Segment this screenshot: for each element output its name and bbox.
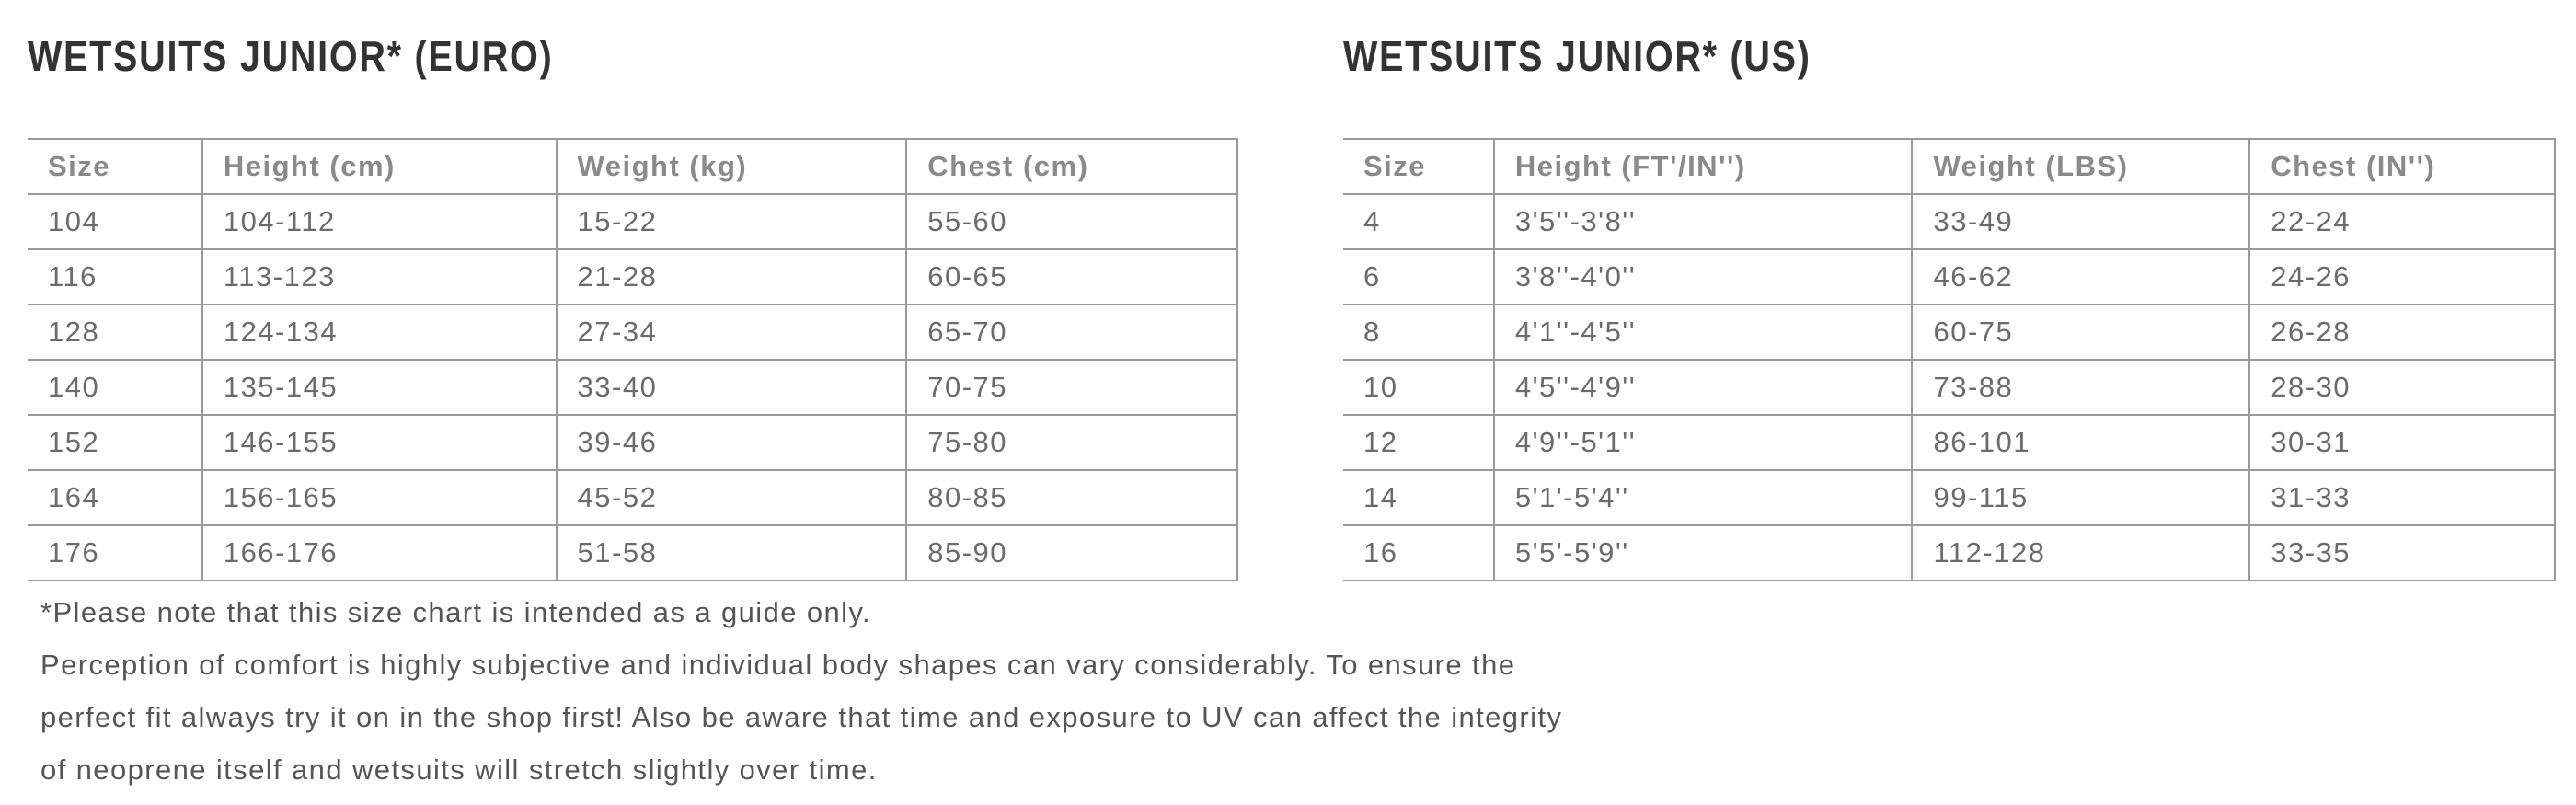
cell-height: 156-165 — [202, 470, 557, 525]
disclaimer-line-3: perfect fit always try it on in the shop first! Also be aware that time and exposure to UV can affect the integrity — [40, 701, 1563, 733]
cell-size: 164 — [28, 470, 202, 525]
header-size: Size — [1343, 139, 1494, 194]
table-row — [1343, 249, 2555, 305]
cell-chest: 28-30 — [2249, 360, 2555, 415]
cell-chest: 85-90 — [906, 525, 1237, 581]
cell-weight: 60-75 — [1912, 305, 2249, 360]
cell-weight: 51-58 — [557, 525, 907, 581]
cell-size: 4 — [1343, 194, 1494, 249]
us-size-table — [1343, 138, 2556, 581]
cell-size: 10 — [1343, 360, 1494, 415]
table-row — [1343, 415, 2555, 470]
cell-size: 128 — [28, 305, 202, 360]
cell-weight: 27-34 — [557, 305, 907, 360]
table-row — [1343, 194, 2555, 249]
cell-chest: 33-35 — [2249, 525, 2555, 581]
cell-chest: 60-65 — [906, 249, 1237, 305]
cell-height: 146-155 — [202, 415, 557, 470]
table-header-row — [1343, 139, 2555, 194]
cell-weight: 39-46 — [557, 415, 907, 470]
cell-height: 135-145 — [202, 360, 557, 415]
cell-weight: 21-28 — [557, 249, 907, 305]
table-row — [28, 525, 1237, 581]
header-height: Height (FT'/IN'') — [1494, 139, 1913, 194]
cell-height: 166-176 — [202, 525, 557, 581]
cell-height: 5'1'-5'4'' — [1494, 470, 1913, 525]
header-size: Size — [28, 139, 202, 194]
cell-weight: 73-88 — [1912, 360, 2249, 415]
cell-size: 12 — [1343, 415, 1494, 470]
cell-weight: 112-128 — [1912, 525, 2249, 581]
table-row — [1343, 470, 2555, 525]
header-height: Height (cm) — [202, 139, 557, 194]
header-chest: Chest (cm) — [906, 139, 1237, 194]
cell-size: 16 — [1343, 525, 1494, 581]
cell-size: 8 — [1343, 305, 1494, 360]
table-header-row — [28, 139, 1237, 194]
cell-height: 124-134 — [202, 305, 557, 360]
table-row — [28, 194, 1237, 249]
header-weight: Weight (kg) — [557, 139, 907, 194]
cell-size: 140 — [28, 360, 202, 415]
cell-size: 152 — [28, 415, 202, 470]
cell-height: 5'5'-5'9'' — [1494, 525, 1913, 581]
cell-weight: 45-52 — [557, 470, 907, 525]
cell-chest: 24-26 — [2249, 249, 2555, 305]
header-chest: Chest (IN'') — [2249, 139, 2555, 194]
cell-size: 6 — [1343, 249, 1494, 305]
cell-chest: 22-24 — [2249, 194, 2555, 249]
cell-weight: 15-22 — [557, 194, 907, 249]
cell-size: 176 — [28, 525, 202, 581]
cell-weight: 99-115 — [1912, 470, 2249, 525]
cell-height: 4'1''-4'5'' — [1494, 305, 1913, 360]
cell-chest: 30-31 — [2249, 415, 2555, 470]
table-row — [28, 305, 1237, 360]
cell-size: 116 — [28, 249, 202, 305]
cell-chest: 70-75 — [906, 360, 1237, 415]
table-row — [28, 415, 1237, 470]
cell-chest: 65-70 — [906, 305, 1237, 360]
table-row — [1343, 305, 2555, 360]
euro-chart-title: WETSUITS JUNIOR* (EURO) — [28, 32, 554, 80]
cell-chest: 75-80 — [906, 415, 1237, 470]
cell-height: 4'5''-4'9'' — [1494, 360, 1913, 415]
disclaimer-line-2: Perception of comfort is highly subjective and individual body shapes can vary considerably. To ensure the — [40, 649, 1516, 681]
cell-weight: 33-40 — [557, 360, 907, 415]
cell-chest: 31-33 — [2249, 470, 2555, 525]
cell-size: 14 — [1343, 470, 1494, 525]
cell-weight: 33-49 — [1912, 194, 2249, 249]
euro-size-table — [28, 138, 1238, 581]
cell-height: 113-123 — [202, 249, 557, 305]
table-row — [1343, 360, 2555, 415]
cell-size: 104 — [28, 194, 202, 249]
header-weight: Weight (LBS) — [1912, 139, 2249, 194]
cell-height: 4'9''-5'1'' — [1494, 415, 1913, 470]
disclaimer-line-1: *Please note that this size chart is intended as a guide only. — [40, 596, 872, 628]
cell-weight: 86-101 — [1912, 415, 2249, 470]
table-row — [28, 249, 1237, 305]
table-row — [28, 360, 1237, 415]
cell-chest: 80-85 — [906, 470, 1237, 525]
table-row — [1343, 525, 2555, 581]
cell-chest: 55-60 — [906, 194, 1237, 249]
us-chart-title: WETSUITS JUNIOR* (US) — [1343, 32, 1811, 80]
cell-height: 3'5''-3'8'' — [1494, 194, 1913, 249]
cell-chest: 26-28 — [2249, 305, 2555, 360]
disclaimer-line-4: of neoprene itself and wetsuits will stretch slightly over time. — [40, 753, 878, 786]
cell-weight: 46-62 — [1912, 249, 2249, 305]
table-row — [28, 470, 1237, 525]
cell-height: 3'8''-4'0'' — [1494, 249, 1913, 305]
cell-height: 104-112 — [202, 194, 557, 249]
